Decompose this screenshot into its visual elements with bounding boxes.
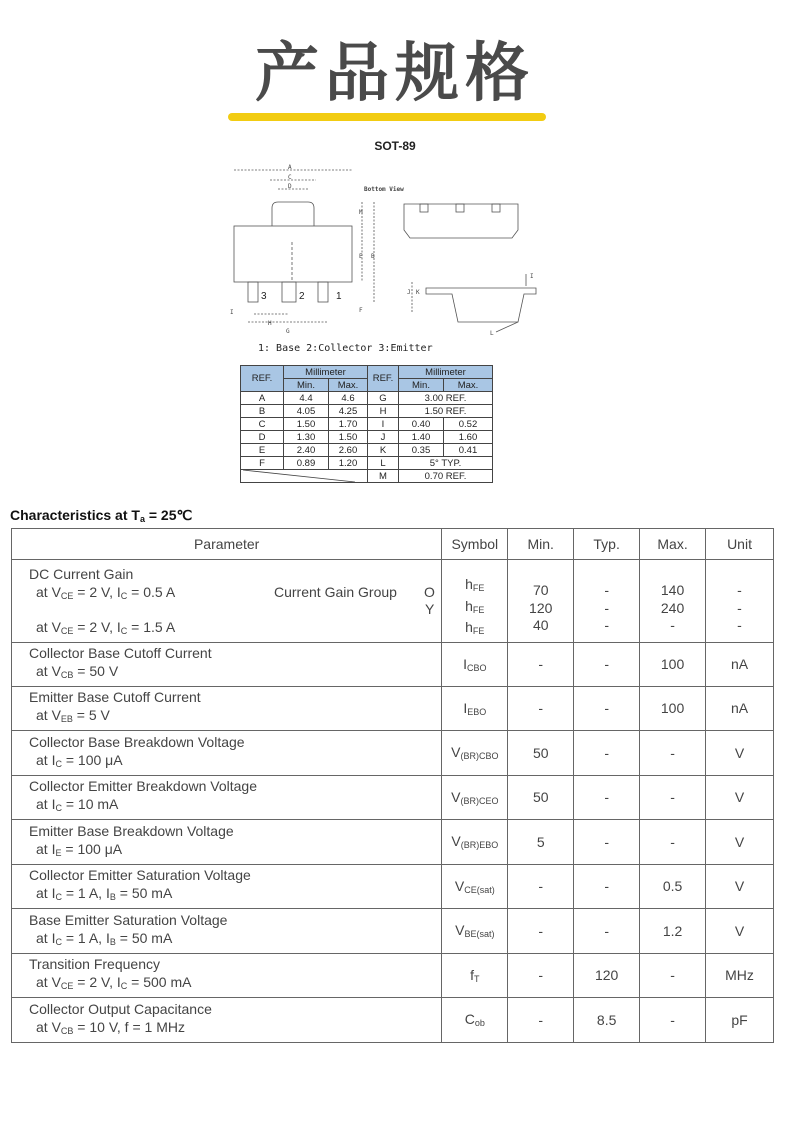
max-header: Max. xyxy=(329,379,368,392)
dimension-cell: 1.70 xyxy=(329,418,368,431)
dimension-cell: 0.70 REF. xyxy=(399,470,493,483)
table-row xyxy=(12,686,774,731)
header-min: Min. xyxy=(508,529,574,560)
min-header-2: Min. xyxy=(399,379,444,392)
table-row xyxy=(12,731,774,776)
dimension-cell: M xyxy=(368,470,399,483)
dimension-row xyxy=(241,405,493,418)
table-row xyxy=(12,909,774,954)
unit-cell: V xyxy=(706,731,774,776)
table-row xyxy=(12,775,774,820)
gain-group-o: O xyxy=(424,584,435,600)
unit-cell: MHz xyxy=(706,953,774,998)
dim-label-m: M xyxy=(359,209,363,216)
typ-cell: 8.5 xyxy=(574,998,640,1043)
pin-number-3: 3 xyxy=(261,291,267,302)
table-row xyxy=(12,998,774,1043)
ref-header: REF. xyxy=(241,366,284,392)
unit-cell: V xyxy=(706,775,774,820)
parameter-cell xyxy=(12,686,442,731)
symbol-cell: $V_{BE(sat)}$ xyxy=(442,909,508,954)
dc-gain-title: DC Current Gain xyxy=(29,566,134,582)
dimension-cell: 5° TYP. xyxy=(399,457,493,470)
header-symbol: Symbol xyxy=(442,529,508,560)
parameter-title: Emitter Base Cutoff Current xyxy=(29,689,201,706)
typ-cell: - xyxy=(574,909,640,954)
dimension-row xyxy=(241,457,493,470)
dimension-cell: C xyxy=(241,418,284,431)
view-label: Bottom View xyxy=(364,186,404,193)
package-outline-drawing xyxy=(226,162,546,362)
gain-group-y: Y xyxy=(425,601,435,617)
dc-gain-unit: - - - xyxy=(706,560,774,643)
dimension-cell: 4.4 xyxy=(284,392,329,405)
typ-cell: - xyxy=(574,864,640,909)
typ-cell: - xyxy=(574,775,640,820)
table-row xyxy=(12,642,774,686)
dimension-cell: 1.50 REF. xyxy=(399,405,493,418)
parameter-condition: at $I_C = 100$ μA xyxy=(36,751,123,769)
dc-gain-cond-2: at $V_{CE} = 2$ V, $I_C = 1.5$ A xyxy=(36,619,176,636)
dimension-cell: K xyxy=(368,444,399,457)
parameter-title: Transition Frequency xyxy=(29,956,160,973)
parameter-condition: at $I_C = 1$ A, $I_B = 50$ mA xyxy=(36,885,173,903)
max-cell: 1.2 xyxy=(640,909,706,954)
symbol-cell: $V_{(BR)CEO}$ xyxy=(442,775,508,820)
typ-cell: - xyxy=(574,731,640,776)
dimension-cell: 1.50 xyxy=(329,431,368,444)
dimension-row xyxy=(241,418,493,431)
header-parameter: Parameter xyxy=(12,529,442,560)
dimension-cell: 1.50 xyxy=(284,418,329,431)
dimension-cell: 1.60 xyxy=(444,431,493,444)
parameter-title: Collector Emitter Saturation Voltage xyxy=(29,867,251,884)
header-unit: Unit xyxy=(706,529,774,560)
title-underline xyxy=(228,113,546,121)
table-row xyxy=(12,820,774,865)
dimension-cell: L xyxy=(368,457,399,470)
dimension-cell: B xyxy=(241,405,284,418)
max-cell: 100 xyxy=(640,686,706,731)
min-cell: - xyxy=(508,998,574,1043)
parameter-title: Collector Emitter Breakdown Voltage xyxy=(29,778,257,795)
characteristics-table xyxy=(11,528,774,1043)
dimension-blank-cell xyxy=(241,470,368,483)
parameter-cell xyxy=(12,731,442,776)
dim-label-a: A xyxy=(288,164,292,171)
dimension-row xyxy=(241,470,493,483)
symbol-cell: $I_{CBO}$ xyxy=(442,642,508,686)
dim-label-c: C xyxy=(288,174,292,181)
table-row-dc-gain xyxy=(12,560,774,643)
dim-label-j: J xyxy=(407,289,411,296)
dim-label-g: G xyxy=(286,328,290,335)
parameter-cell xyxy=(12,775,442,820)
parameter-cell xyxy=(12,998,442,1043)
dimension-cell: J xyxy=(368,431,399,444)
dimension-cell: H xyxy=(368,405,399,418)
min-cell: 5 xyxy=(508,820,574,865)
dimension-cell: 0.35 xyxy=(399,444,444,457)
max-header-2: Max. xyxy=(444,379,493,392)
unit-cell: V xyxy=(706,864,774,909)
parameter-cell xyxy=(12,953,442,998)
characteristics-title: Characteristics at $T_a$ = 25℃ xyxy=(10,507,193,524)
unit-cell: nA xyxy=(706,686,774,731)
parameter-cell xyxy=(12,642,442,686)
dim-label-i: I xyxy=(230,309,234,316)
parameter-condition: at $V_{CB} = 10$ V, f = 1 MHz xyxy=(36,1018,185,1036)
dimension-cell: 2.60 xyxy=(329,444,368,457)
dimension-cell: 0.41 xyxy=(444,444,493,457)
dim-label-h: H xyxy=(268,320,272,327)
symbol-hfe: $h_{FE}$ $h_{FE}$ $h_{FE}$ xyxy=(442,560,508,643)
dimension-row xyxy=(241,392,493,405)
parameter-condition: at $I_E = 100$ μA xyxy=(36,840,123,858)
parameter-cell xyxy=(12,820,442,865)
parameter-title: Base Emitter Saturation Voltage xyxy=(29,911,228,928)
millimeter-header: Millimeter xyxy=(284,366,368,379)
millimeter-header-2: Millimeter xyxy=(399,366,493,379)
parameter-title: Collector Output Capacitance xyxy=(29,1000,212,1017)
max-cell: - xyxy=(640,775,706,820)
unit-cell: V xyxy=(706,909,774,954)
dimension-table xyxy=(240,365,493,483)
dc-gain-cond-1: at $V_{CE} = 2$ V, $I_C = 0.5$ A xyxy=(36,584,176,601)
parameter-condition: at $I_C = 1$ A, $I_B = 50$ mA xyxy=(36,929,173,947)
dimension-cell: 2.40 xyxy=(284,444,329,457)
min-cell: 50 xyxy=(508,775,574,820)
pin-number-2: 2 xyxy=(299,291,305,302)
dimension-cell: 4.6 xyxy=(329,392,368,405)
max-cell: 100 xyxy=(640,642,706,686)
dimension-row xyxy=(241,431,493,444)
unit-cell: pF xyxy=(706,998,774,1043)
dim-label-e: E xyxy=(359,253,363,260)
param-dc-gain xyxy=(12,560,442,643)
min-header: Min. xyxy=(284,379,329,392)
parameter-cell xyxy=(12,864,442,909)
min-cell: - xyxy=(508,909,574,954)
parameter-title: Collector Base Breakdown Voltage xyxy=(29,733,245,750)
parameter-title: Collector Base Cutoff Current xyxy=(29,645,212,661)
table-row xyxy=(12,953,774,998)
dim-label-b: B xyxy=(371,253,375,260)
dimension-cell: F xyxy=(241,457,284,470)
typ-cell: - xyxy=(574,686,640,731)
dimension-row xyxy=(241,444,493,457)
dimension-cell: E xyxy=(241,444,284,457)
min-cell: 50 xyxy=(508,731,574,776)
dim-label-d: D xyxy=(288,183,292,190)
symbol-cell: $V_{(BR)CBO}$ xyxy=(442,731,508,776)
header-max: Max. xyxy=(640,529,706,560)
symbol-cell: $V_{(BR)EBO}$ xyxy=(442,820,508,865)
typ-cell: - xyxy=(574,642,640,686)
dimension-cell: A xyxy=(241,392,284,405)
dimension-cell: 4.25 xyxy=(329,405,368,418)
dimension-cell: 4.05 xyxy=(284,405,329,418)
typ-cell: - xyxy=(574,820,640,865)
dimension-cell: 0.52 xyxy=(444,418,493,431)
unit-cell: V xyxy=(706,820,774,865)
dimension-cell: 1.40 xyxy=(399,431,444,444)
max-cell: 0.5 xyxy=(640,864,706,909)
min-cell: - xyxy=(508,686,574,731)
max-cell: - xyxy=(640,731,706,776)
symbol-cell: $V_{CE(sat)}$ xyxy=(442,864,508,909)
table-row xyxy=(12,864,774,909)
parameter-condition: at $I_C = 10$ mA xyxy=(36,796,119,814)
pin-number-1: 1 xyxy=(336,291,342,302)
typ-cell: 120 xyxy=(574,953,640,998)
symbol-cell: $C_{ob}$ xyxy=(442,998,508,1043)
min-cell: - xyxy=(508,864,574,909)
max-cell: - xyxy=(640,953,706,998)
gain-group-label: Current Gain Group xyxy=(274,584,397,600)
dim-label-l: L xyxy=(490,330,494,337)
parameter-condition: at $V_{EB} = 5$ V xyxy=(36,707,110,725)
dimension-cell: D xyxy=(241,431,284,444)
dimension-cell: 1.20 xyxy=(329,457,368,470)
dimension-cell: 0.89 xyxy=(284,457,329,470)
dimension-cell: 3.00 REF. xyxy=(399,392,493,405)
pin-legend: 1: Base 2:Collector 3:Emitter xyxy=(258,343,433,354)
min-cell: - xyxy=(508,953,574,998)
ref-header-2: REF. xyxy=(368,366,399,392)
symbol-cell: $f_T$ xyxy=(442,953,508,998)
max-cell: - xyxy=(640,998,706,1043)
parameter-cell xyxy=(12,909,442,954)
dc-gain-min: 70 120 40 xyxy=(508,560,574,643)
dimension-cell: G xyxy=(368,392,399,405)
header-typ: Typ. xyxy=(574,529,640,560)
max-cell: - xyxy=(640,820,706,865)
dimension-cell: I xyxy=(368,418,399,431)
unit-cell: nA xyxy=(706,642,774,686)
symbol-cell: $I_{EBO}$ xyxy=(442,686,508,731)
parameter-condition: at $V_{CE} = 2$ V, $I_C = 500$ mA xyxy=(36,974,192,992)
dimension-cell: 1.30 xyxy=(284,431,329,444)
parameter-condition: at $V_{CB} = 50$ V xyxy=(36,663,119,680)
dimension-cell: 0.40 xyxy=(399,418,444,431)
package-name: SOT-89 xyxy=(374,139,416,153)
parameter-title: Emitter Base Breakdown Voltage xyxy=(29,822,234,839)
page-title: 产品规格 xyxy=(255,37,535,111)
dc-gain-typ: - - - xyxy=(574,560,640,643)
dim-label-f: F xyxy=(359,307,363,314)
dim-label-i-side: I xyxy=(530,273,534,280)
min-cell: - xyxy=(508,642,574,686)
dc-gain-max: 140 240 - xyxy=(640,560,706,643)
dim-label-k: K xyxy=(416,289,420,296)
